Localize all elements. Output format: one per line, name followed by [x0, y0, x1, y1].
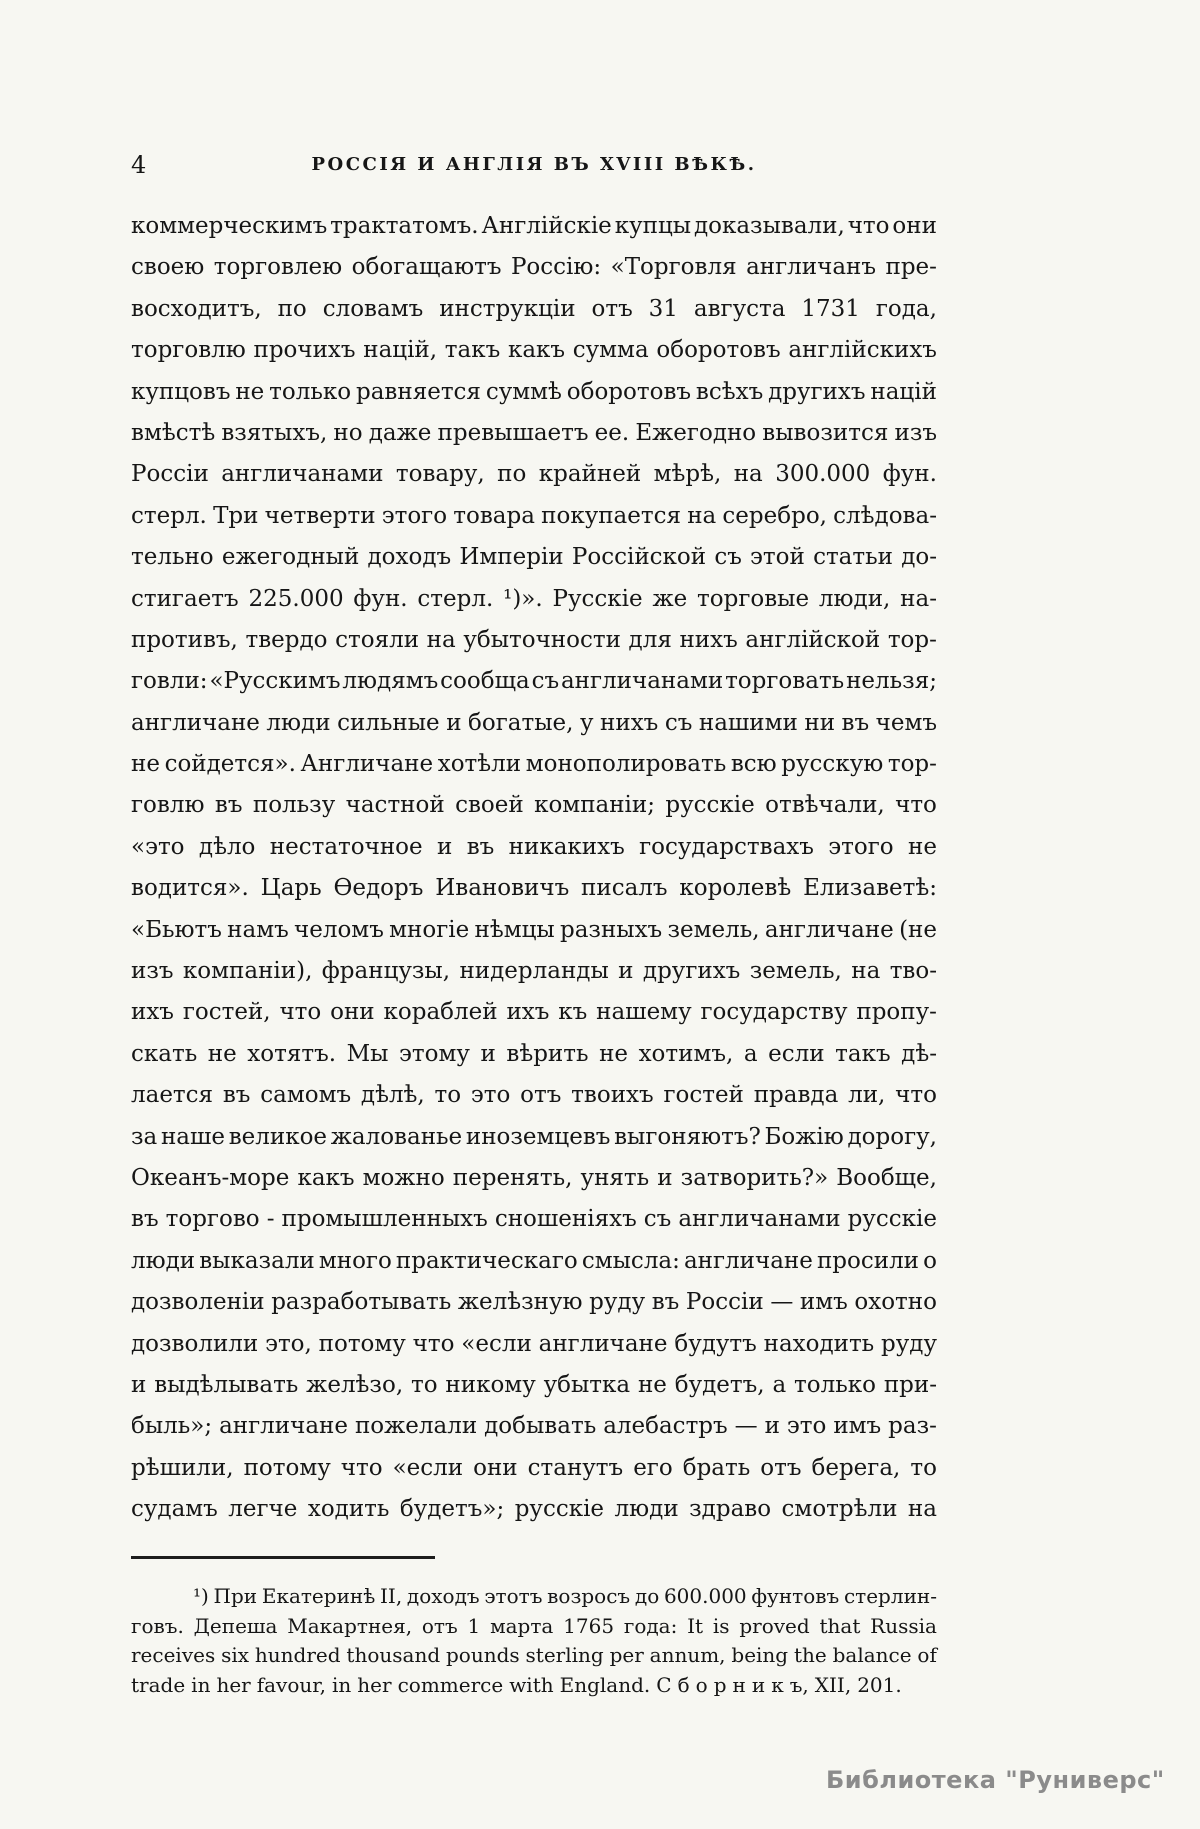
body-text	[131, 206, 937, 1531]
text-line: скать не хотятъ. Мы этому и вѣрить не хотимъ, а если такъ дѣ-	[131, 1040, 937, 1067]
text-line: коммерческимъ трактатомъ. Англійскіе купцы доказывали, что они	[131, 213, 937, 239]
text-line: за наше великое жалованье иноземцевъ выгоняютъ? Божію дорогу,	[131, 1123, 937, 1150]
text-line: дозволили это, потому что «если англичане будутъ находить руду	[131, 1330, 937, 1357]
text-line: изъ компаніи), французы, нидерланды и другихъ земель, на тво-	[131, 958, 937, 985]
text-line: въ торгово - промышленныхъ сношеніяхъ съ англичанами русскіе	[131, 1206, 937, 1233]
text-line: стерл. Три четверти этого товара покупается на серебро, слѣдова-	[131, 502, 937, 529]
text-line: рѣшили, потому что «если они станутъ его брать отъ берега, то	[131, 1454, 937, 1481]
text-line: тельно ежегодный доходъ Имперіи Россійской съ этой статьи до-	[131, 544, 937, 571]
text-line: говъ. Депеша Макартнея, отъ 1 марта 1765 года: It is proved that Russia	[131, 1613, 937, 1638]
text-line: receives six hundred thousand pounds sterling per annum, being the balance of	[131, 1643, 937, 1667]
library-watermark: Библиотека "Руниверс"	[826, 1766, 1165, 1794]
running-title: РОССІЯ И АНГЛІЯ ВЪ XVIII ВѢКѢ.	[311, 154, 757, 175]
text-line: люди выказали много практическаго смысла: англичане просили о	[131, 1247, 937, 1274]
text-line: вмѣстѣ взятыхъ, но даже превышаетъ ее. Ежегодно вывозится изъ	[131, 419, 937, 446]
text-line: «Бьютъ намъ челомъ многіе нѣмцы разныхъ земель, англичане (не	[131, 916, 937, 943]
page-number: 4	[131, 151, 147, 179]
text-line: говли: «Русскимъ людямъ сообща съ англичанами торговать нельзя;	[131, 668, 937, 695]
text-line: говлю въ пользу частной своей компаніи; русскіе отвѣчали, что	[131, 792, 937, 819]
text-line: быль»; англичане пожелали добывать алебастръ — и это имъ раз-	[131, 1413, 937, 1440]
text-line: водится». Царь Ѳедоръ Ивановичъ писалъ королевѣ Елизаветѣ:	[131, 875, 937, 902]
text-line: Океанъ-море какъ можно перенять, унять и затворить?» Вообще,	[131, 1164, 937, 1191]
text-line: своею торговлею обогащаютъ Россію: «Торговля англичанъ пре-	[131, 254, 937, 281]
text-line: противъ, твердо стояли на убыточности для нихъ англійской тор-	[131, 626, 937, 653]
text-line: торговлю прочихъ націй, такъ какъ сумма оборотовъ англійскихъ	[131, 337, 937, 364]
text-line: купцовъ не только равняется суммѣ оборотовъ всѣхъ другихъ націй	[131, 378, 937, 405]
text-line: trade in her favour, in her commerce with England. С б о р н и к ъ, XII, 201.	[131, 1672, 902, 1697]
text-line: стигаетъ 225.000 фун. стерл. ¹)». Русскіе же торговые люди, на-	[131, 585, 937, 612]
running-head	[131, 150, 937, 180]
text-line: не сойдется». Англичане хотѣли монополировать всю русскую тор-	[131, 751, 937, 778]
text-line: «это дѣло нестаточное и въ никакихъ государствахъ этого не	[131, 833, 937, 860]
text-line: и выдѣлывать желѣзо, то никому убытка не будетъ, а только при-	[131, 1371, 937, 1398]
text-line: ихъ гостей, что они кораблей ихъ къ нашему государству пропу-	[131, 999, 937, 1026]
text-line: дозволеніи разработывать желѣзную руду въ Россіи — имъ охотно	[131, 1289, 937, 1316]
text-line: ¹) При Екатеринѣ II, доходъ этотъ возросъ до 600.000 фунтовъ стерлин-	[193, 1584, 937, 1608]
footnote	[131, 1582, 937, 1700]
text-line: восходитъ, по словамъ инструкціи отъ 31 августа 1731 года,	[131, 295, 937, 322]
text-line: англичане люди сильные и богатые, у нихъ съ нашими ни въ чемъ	[131, 709, 937, 736]
footnote-separator-rule	[131, 1556, 435, 1559]
text-line: судамъ легче ходить будетъ»; русскіе люди здраво смотрѣли на	[131, 1496, 937, 1523]
text-line: Россіи англичанами товару, по крайней мѣрѣ, на 300.000 фун.	[131, 461, 937, 488]
text-line: лается въ самомъ дѣлѣ, то это отъ твоихъ гостей правда ли, что	[131, 1082, 937, 1109]
